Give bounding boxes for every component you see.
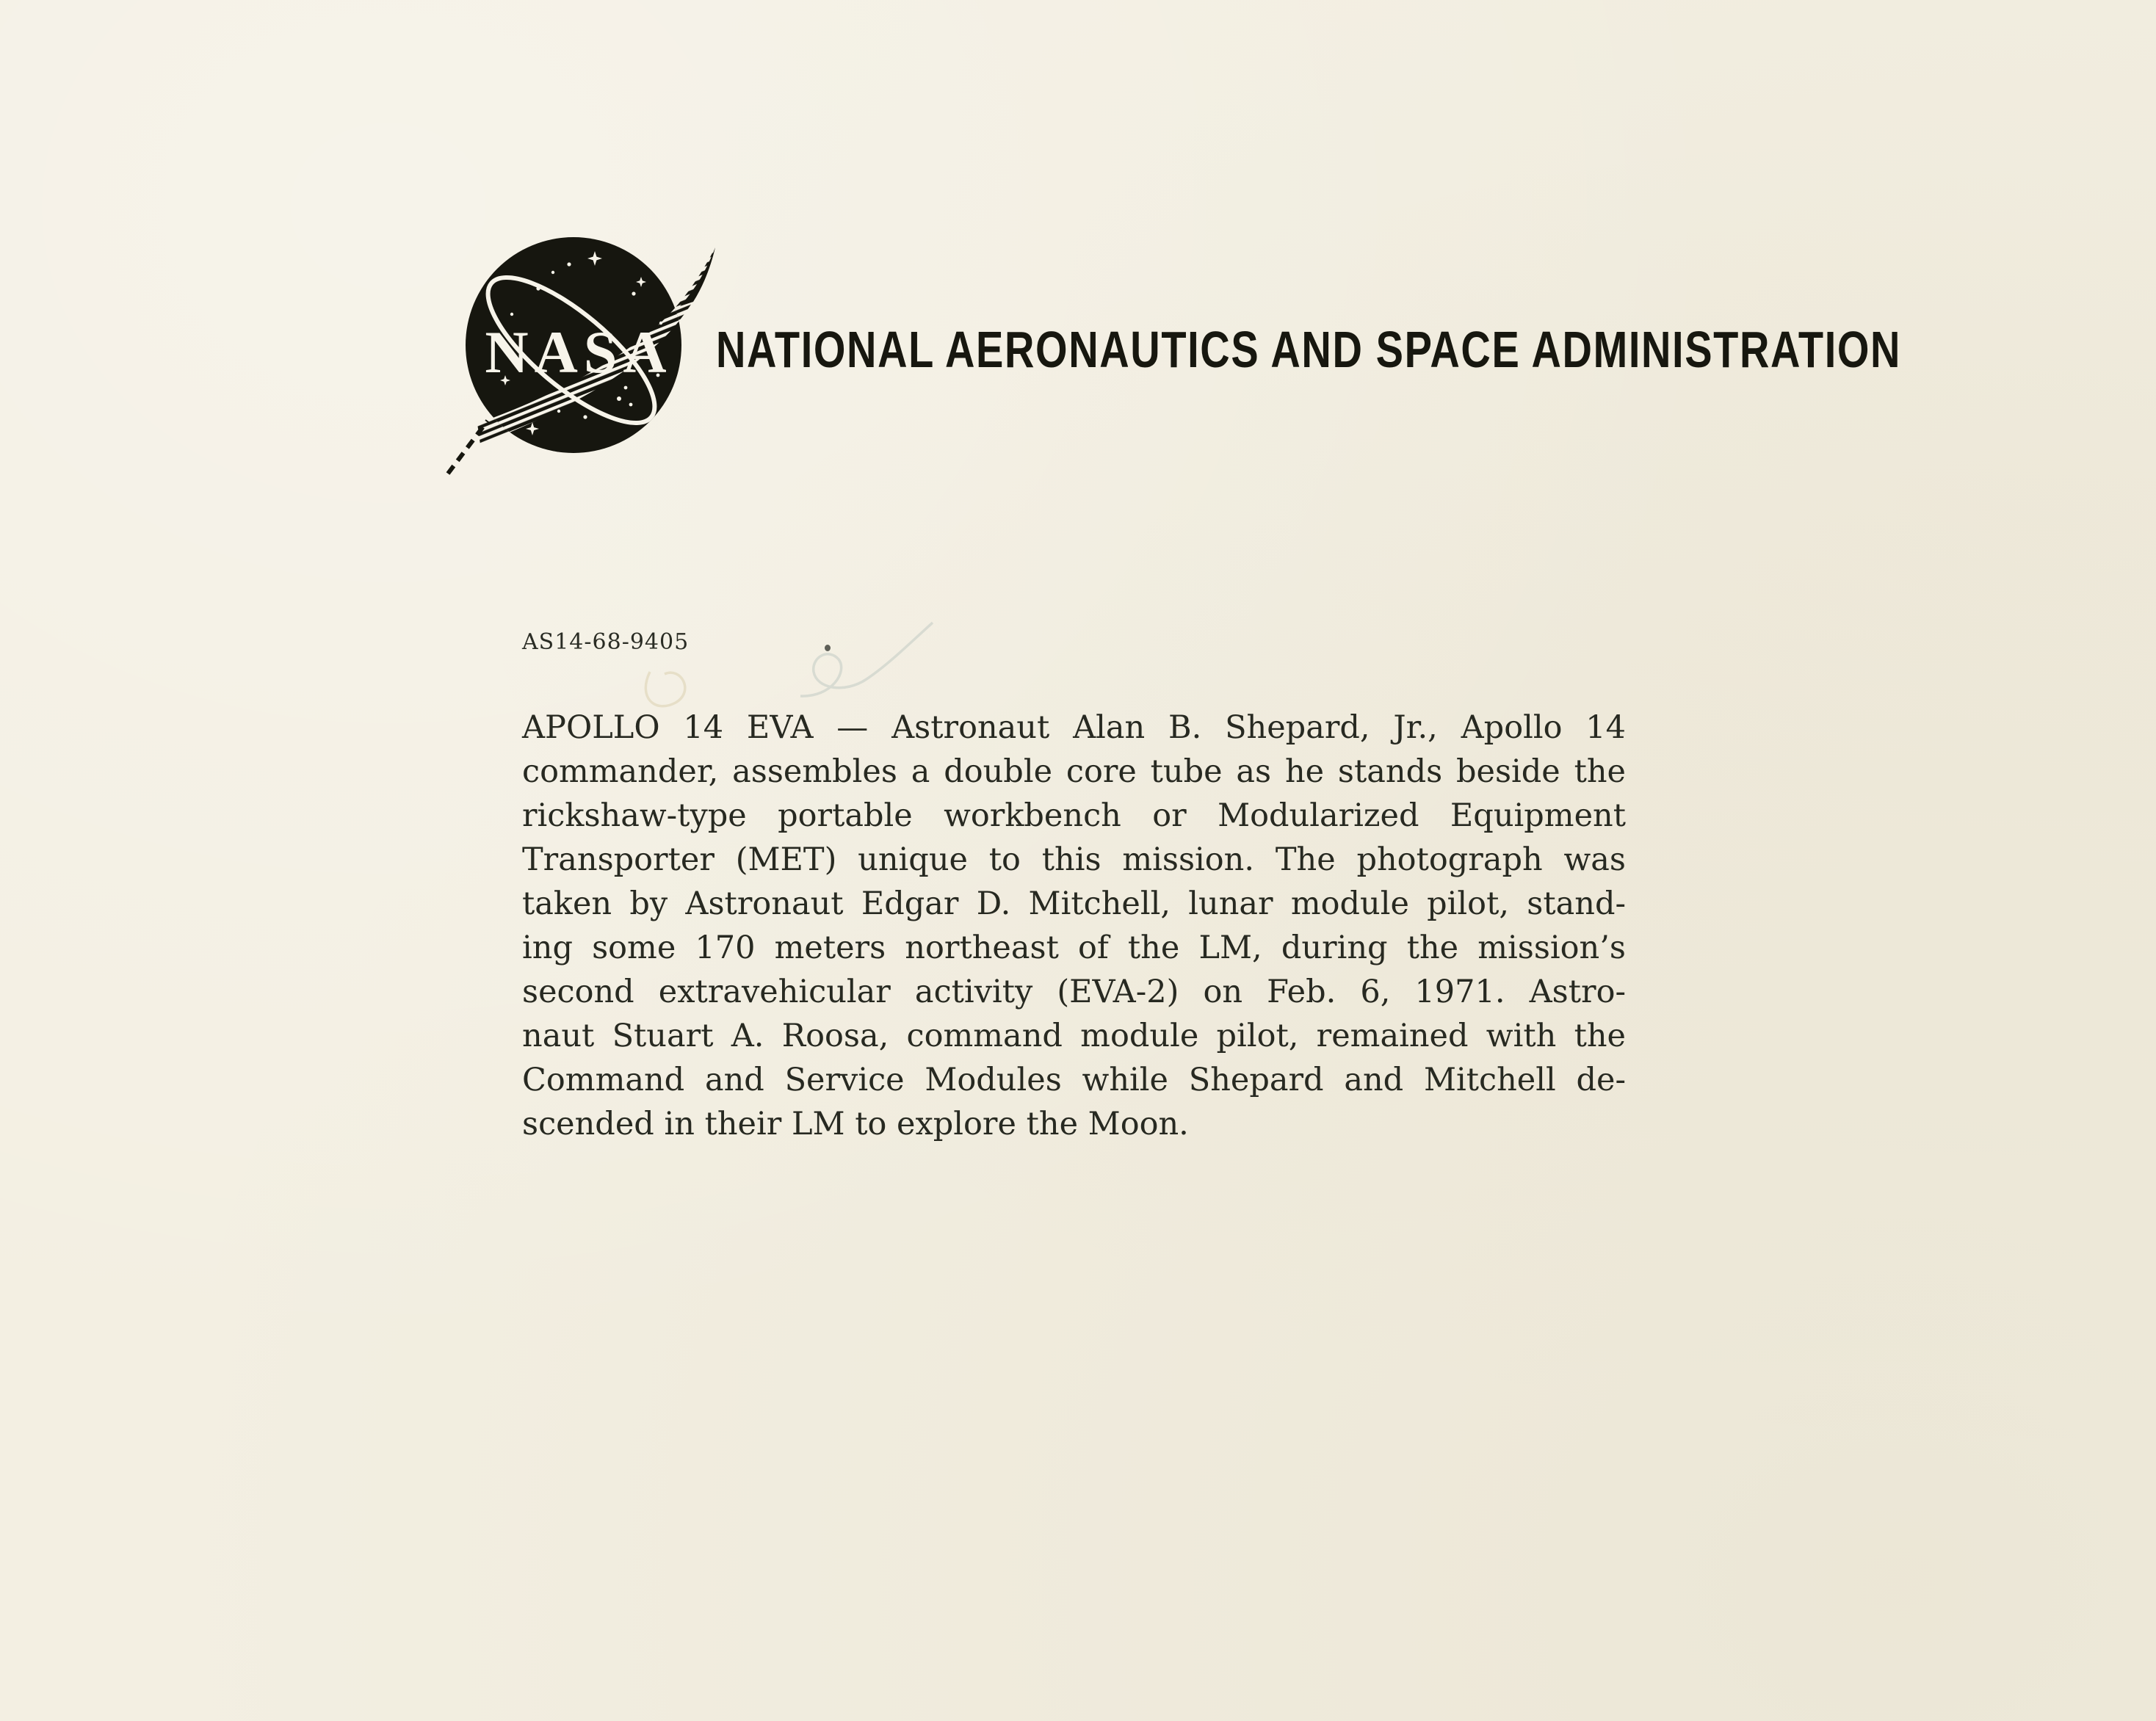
paper-speck <box>825 645 831 651</box>
caption-line: Transporter (MET) unique to this mission. The photograph was <box>522 841 1626 878</box>
wing-trail-dashes <box>448 421 488 474</box>
agency-title: NATIONAL AERONAUTICS AND SPACE ADMINISTRATION <box>716 321 1902 378</box>
caption-line: commander, assembles a double core tube as he stands beside the <box>522 753 1626 790</box>
caption-line: naut Stuart A. Roosa, command module pilot, remained with the <box>522 1018 1626 1054</box>
caption-line: rickshaw-type portable workbench or Modularized Equipment <box>522 797 1626 834</box>
nasa-wordmark: NASA <box>485 319 673 385</box>
nasa-logo <box>441 231 734 488</box>
caption-line: APOLLO 14 EVA — Astronaut Alan B. Shepard, Jr., Apollo 14 <box>522 709 1626 746</box>
caption-line: Command and Service Modules while Shepard and Mitchell de- <box>522 1062 1626 1098</box>
caption-line: scended in their LM to explore the Moon. <box>522 1106 1189 1142</box>
caption <box>522 706 1626 1146</box>
photo-id: AS14-68-9405 <box>522 629 690 655</box>
caption-line: taken by Astronaut Edgar D. Mitchell, lunar module pilot, stand- <box>522 885 1626 922</box>
caption-line: ing some 170 meters northeast of the LM, during the mission’s <box>522 930 1626 966</box>
caption-line: second extravehicular activity (EVA-2) on Feb. 6, 1971. Astro- <box>522 974 1626 1010</box>
